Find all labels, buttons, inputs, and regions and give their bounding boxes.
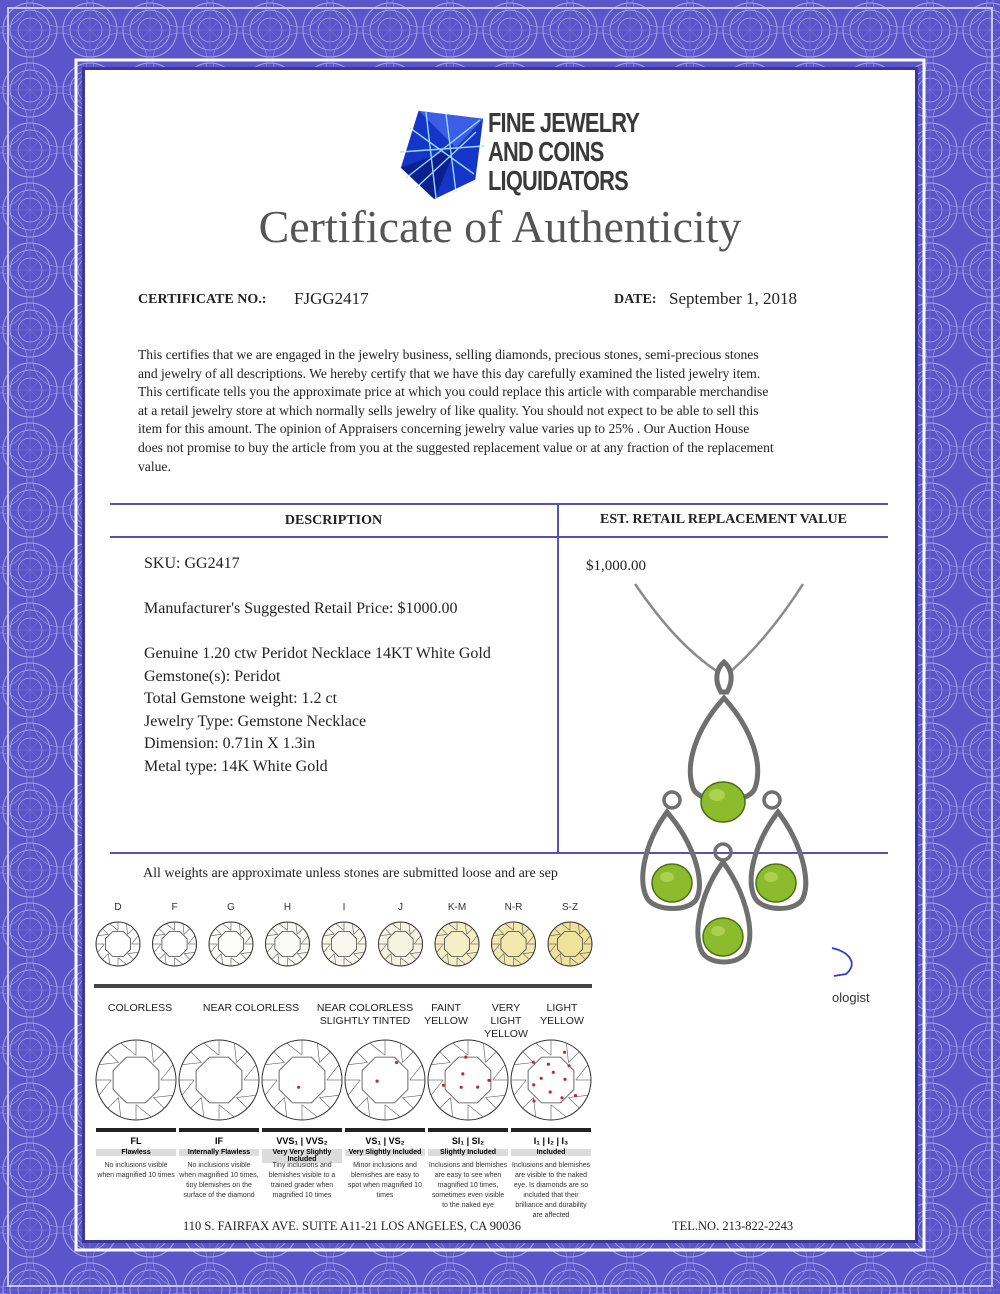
clarity-grade: I₁ | I₂ | I₃ xyxy=(533,1136,569,1146)
description-column-header: DESCRIPTION xyxy=(284,513,383,528)
table-header-rule xyxy=(110,536,888,538)
color-grade-letter: G xyxy=(227,902,235,913)
clarity-diamond xyxy=(345,1040,425,1120)
clarity-rule xyxy=(428,1128,508,1132)
retail-value: $1,000.00 xyxy=(586,558,646,574)
intro-line: This certifies that we are engaged in the jewelry business, selling diamonds, precious stones, semi-precious stones xyxy=(138,347,759,362)
certificate-number-label: CERTIFICATE NO.: xyxy=(138,292,267,307)
detail-line: Jewelry Type: Gemstone Necklace xyxy=(144,712,367,730)
value-column-header: EST. RETAIL REPLACEMENT VALUE xyxy=(600,512,847,527)
diamond-logo-icon xyxy=(396,108,488,202)
color-grade-letter: F xyxy=(171,902,178,913)
clarity-name: Included xyxy=(511,1149,591,1156)
clarity-description: Inclusions and blemishes are easy to see when magnified 10 times, sometimes even visible to the naked eye xyxy=(428,1162,508,1209)
peridot-necklace-image xyxy=(615,580,820,985)
signature-title-fragment: ologist xyxy=(832,990,870,1005)
clarity-rule xyxy=(511,1128,591,1132)
color-grade-letter: K-M xyxy=(447,902,467,913)
clarity-diamond xyxy=(511,1040,591,1120)
clarity-description: Tiny inclusions and blemishes visible to a trained grader when magnified 10 times xyxy=(268,1162,336,1199)
clarity-description: No inclusions visible when magnified 10 times, tiny blemishes on the surface of the diamond xyxy=(179,1162,259,1199)
clarity-name: Flawless xyxy=(96,1149,176,1156)
signature-mark-icon xyxy=(820,944,860,980)
clarity-rule xyxy=(179,1128,259,1132)
intro-line: at a retail jewelry store at which normally sells jewelry of like quality. You should not expect to be able to sell this xyxy=(138,402,759,418)
brand-line-1: FINE JEWELRY xyxy=(488,107,640,138)
clarity-diamond xyxy=(179,1040,259,1120)
color-grade-diamond xyxy=(322,922,366,966)
color-grade-diamond xyxy=(435,922,479,966)
grading-chart xyxy=(92,898,602,1228)
color-grade-letter: D xyxy=(114,902,122,913)
clarity-name: Slightly Included xyxy=(428,1149,508,1156)
footer-phone: TEL.NO. 213-822-2243 xyxy=(672,1219,794,1233)
brand-line-2: AND COINS xyxy=(488,136,604,167)
color-grade-diamond xyxy=(548,922,592,966)
clarity-diagrams xyxy=(92,1028,602,1138)
clarity-rule xyxy=(345,1128,425,1132)
clarity-grade: SI₁ | SI₂ xyxy=(451,1136,485,1146)
intro-paragraph xyxy=(138,346,898,476)
intro-line: This certificate tells you the approximate price at which you could replace this article with comparable merchandise xyxy=(138,384,769,400)
clarity-name: Very Slightly Included xyxy=(345,1149,425,1156)
date-label: DATE: xyxy=(614,292,657,307)
clarity-grade: VVS₁ | VVS₂ xyxy=(276,1136,328,1146)
color-grade-diamond xyxy=(492,922,536,966)
color-grade-letter: J xyxy=(398,902,403,913)
item-details xyxy=(144,643,491,778)
clarity-description: Minor inclusions and blemishes are easy to spot when magnified 10 times xyxy=(348,1162,422,1199)
detail-line: Gemstone(s): Peridot xyxy=(144,667,281,685)
clarity-grade: VS₁ | VS₂ xyxy=(365,1136,405,1146)
color-grade-diamond xyxy=(209,922,253,966)
clarity-diamond xyxy=(262,1040,342,1120)
intro-line: item for this amount. The opinion of Appraisers concerning jewelry value varies up to 25% . Our Auction House xyxy=(138,421,750,437)
sku-text: SKU: GG2417 xyxy=(144,555,240,572)
table-top-rule xyxy=(110,503,888,505)
clarity-description: No inclusions visible when magnified 10 times xyxy=(97,1162,175,1179)
clarity-grade: IF xyxy=(215,1136,223,1146)
color-grade-letter: H xyxy=(283,902,292,913)
brand-line-3: LIQUIDATORS xyxy=(488,165,628,196)
color-grade-letter: N-R xyxy=(504,902,523,913)
clarity-name: Very Very Slightly Included xyxy=(262,1149,342,1163)
color-grade-diamond xyxy=(96,922,140,966)
footer-address: 110 S. FAIRFAX AVE. SUITE A11-21 LOS ANGELES, CA 90036 xyxy=(183,1219,521,1233)
color-grade-diamond xyxy=(379,922,423,966)
intro-line: does not promise to buy the article from you at the suggested replacement value or at any fraction of the replacement xyxy=(138,439,774,455)
color-grade-caption: VERY LIGHT YELLOW xyxy=(484,1002,528,1040)
clarity-rule xyxy=(96,1128,176,1132)
color-grade-diamond xyxy=(153,922,197,966)
clarity-diamond xyxy=(96,1040,176,1120)
msrp-text: Manufacturer's Suggested Retail Price: $1000.00 xyxy=(144,600,458,617)
brand-name xyxy=(488,108,639,195)
color-grade-caption: FAINT YELLOW xyxy=(424,1002,468,1027)
clarity-name: Internally Flawless xyxy=(179,1149,259,1156)
color-grade-caption: LIGHT YELLOW xyxy=(540,1002,584,1027)
page-title: Certificate of Authenticity xyxy=(258,201,742,252)
date-value: September 1, 2018 xyxy=(669,289,797,308)
detail-line: Genuine 1.20 ctw Peridot Necklace 14KT White Gold xyxy=(144,645,491,662)
detail-line: Total Gemstone weight: 1.2 ct xyxy=(144,690,338,707)
intro-line: value. xyxy=(138,458,171,474)
clarity-description: Inclusions and blemishes are visible to the naked eye. Is diamonds are so included that their brilliance and durability are affected xyxy=(511,1162,591,1219)
certificate-number: FJGG2417 xyxy=(294,289,369,308)
weights-note: All weights are approximate unless stones are submitted loose and are sep xyxy=(143,866,558,881)
detail-line: Metal type: 14K White Gold xyxy=(144,757,328,775)
color-grade-caption: NEAR COLORLESS SLIGHTLY TINTED xyxy=(316,1002,414,1027)
color-grade-letter: I xyxy=(342,902,346,913)
clarity-diamond xyxy=(428,1040,508,1120)
color-grade-letter: S-Z xyxy=(561,902,579,913)
clarity-grade: FL xyxy=(130,1136,142,1146)
color-grade-caption: NEAR COLORLESS xyxy=(202,1002,300,1014)
color-scale-bar xyxy=(94,984,592,988)
color-grade-caption: COLORLESS xyxy=(107,1002,173,1014)
table-column-divider xyxy=(557,503,559,853)
detail-line: Dimension: 0.71in X 1.3in xyxy=(144,735,316,752)
intro-line: and jewelry of all descriptions. We hereby certify that we have this day carefully examined the listed jewelry item. xyxy=(138,365,761,381)
color-grade-diamond xyxy=(266,922,310,966)
clarity-rule xyxy=(262,1128,342,1132)
